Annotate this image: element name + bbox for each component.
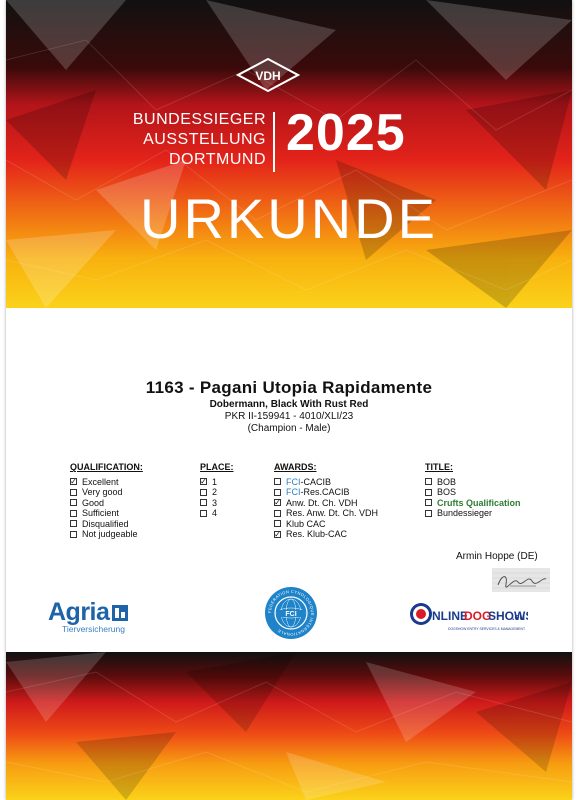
checkbox-label-text: Bundessieger — [437, 508, 493, 518]
vdh-logo-text: VDH — [255, 69, 281, 83]
event-year: 2025 — [286, 104, 406, 162]
agria-tagline: Tierversicherung — [62, 624, 125, 634]
checkbox-row — [274, 477, 378, 488]
document-title: URKUNDE — [140, 187, 438, 250]
place-section — [200, 462, 234, 519]
checkbox-row — [425, 487, 521, 498]
qualification-heading: QUALIFICATION: — [70, 462, 143, 472]
checkbox-label-text: -CACIB — [300, 476, 332, 487]
checkbox-label — [437, 508, 492, 519]
empty-box-icon — [70, 531, 77, 538]
dog-info — [6, 378, 572, 435]
empty-box-icon — [200, 499, 207, 506]
dog-class: (Champion - Male) — [247, 423, 331, 434]
checkbox-label-text: Not judgeable — [82, 529, 138, 539]
checkbox-row — [70, 529, 143, 540]
checkbox-label-text: Very good — [82, 487, 123, 497]
empty-box-icon — [274, 478, 281, 485]
checkbox-label-text: -Res.CACIB — [300, 487, 350, 497]
onlinedogshows-logo — [408, 600, 528, 641]
checkbox-label — [82, 508, 119, 519]
fci-ring-text: FEDERATION CYNOLOGIQUE INTERNATIONALE — [266, 588, 316, 638]
checkbox-row — [200, 508, 234, 519]
checkbox-row — [425, 498, 521, 509]
checkbox-row — [274, 498, 378, 509]
checked-box-icon: ✓ — [70, 477, 77, 487]
event-name — [126, 110, 266, 170]
onlinedogshows-logo-icon — [408, 600, 528, 636]
fci-logo-text: FCI — [285, 611, 297, 618]
dog-registration: PKR II-159941 - 4010/XLI/23 — [224, 411, 354, 422]
event-name-line: DORTMUND — [168, 151, 266, 168]
checkbox-label — [212, 498, 217, 509]
empty-box-icon — [274, 510, 281, 517]
checkbox-label — [437, 477, 456, 488]
checkbox-row — [274, 529, 378, 540]
checkbox-label-text: BOB — [437, 476, 457, 487]
title-list — [425, 477, 521, 519]
dog-title: 1163 - Pagani Utopia Rapidamente — [145, 378, 433, 397]
checkbox-row — [425, 477, 521, 488]
judge-name: Armin Hoppe (DE) — [456, 551, 538, 562]
empty-box-icon — [200, 510, 207, 517]
empty-box-icon — [425, 510, 432, 517]
checkbox-row — [70, 477, 143, 488]
checkbox-row — [200, 498, 234, 509]
checkbox-label-text: Klub CAC — [286, 518, 326, 529]
checked-box-icon: ✓ — [200, 477, 207, 487]
checkbox-label-text: 3 — [212, 497, 218, 508]
online-logo-word-1: NLINE — [432, 609, 468, 623]
awards-list — [274, 477, 378, 540]
checkbox-label-text: Excellent — [82, 476, 119, 487]
empty-box-icon — [70, 520, 77, 527]
agria-logo-text: Agria — [48, 598, 110, 626]
checkbox-label — [286, 508, 378, 519]
qualification-list — [70, 477, 143, 540]
checkbox-row — [70, 498, 143, 509]
empty-box-icon — [70, 499, 77, 506]
qualification-section — [70, 462, 143, 540]
empty-box-icon — [70, 510, 77, 517]
checkbox-row — [274, 519, 378, 530]
checkbox-label-text: BOS — [437, 487, 457, 497]
checked-box-icon: ✓ — [274, 529, 281, 539]
checkbox-label — [286, 477, 331, 488]
certificate-page — [6, 0, 572, 800]
online-logo-word-3: SHOW — [488, 609, 526, 623]
checkbox-row — [274, 508, 378, 519]
checkbox-label — [286, 498, 358, 509]
checkbox-row — [70, 487, 143, 498]
empty-box-icon — [200, 489, 207, 496]
dog-breed-color: Dobermann, Black With Rust Red — [209, 399, 369, 410]
checkbox-row — [200, 477, 234, 488]
event-name-line: BUNDESSIEGER — [132, 111, 266, 128]
empty-box-icon — [425, 478, 432, 485]
checkbox-row — [274, 487, 378, 498]
checkbox-label-text: 1 — [212, 476, 218, 487]
title-heading: TITLE: — [425, 462, 453, 472]
online-logo-word-2: DOG — [464, 609, 492, 623]
fci-prefix: FCI — [286, 487, 301, 497]
checkbox-row — [70, 519, 143, 530]
online-logo-tagline: DOGSHOW ENTRY SERVICES & MANAGEMENT — [448, 627, 526, 631]
checkbox-label — [82, 477, 119, 488]
vdh-logo-icon — [236, 58, 300, 92]
checkbox-label-text: Res. Klub-CAC — [286, 529, 348, 539]
checkbox-label-text: 2 — [212, 487, 218, 497]
empty-box-icon — [425, 489, 432, 496]
checkbox-row — [70, 508, 143, 519]
footer-polygon-background — [6, 652, 572, 800]
checkbox-label-text: 4 — [212, 508, 218, 518]
event-name-line: AUSSTELLUNG — [143, 131, 266, 148]
checkbox-label — [82, 529, 138, 540]
checkbox-label-text: Crufts Qualification — [437, 497, 521, 508]
awards-heading: AWARDS: — [274, 462, 317, 472]
fci-prefix: FCI — [286, 476, 301, 487]
checkbox-label — [212, 508, 217, 519]
checkbox-label — [82, 487, 123, 498]
empty-box-icon — [274, 520, 281, 527]
checkbox-label — [437, 487, 456, 498]
checkbox-label — [286, 487, 350, 498]
checkbox-label — [82, 498, 104, 509]
agria-logo — [48, 598, 128, 634]
empty-box-icon — [274, 489, 281, 496]
checkbox-label-text: Disqualified — [82, 518, 129, 529]
checkbox-row — [425, 508, 521, 519]
checkbox-label — [212, 487, 217, 498]
fci-logo-icon — [264, 586, 318, 640]
checkbox-label-text: Good — [82, 497, 105, 508]
footer-band — [6, 652, 572, 800]
judge-signature-icon — [492, 568, 550, 592]
checkbox-label — [286, 519, 326, 530]
checkbox-row — [200, 487, 234, 498]
checkbox-label — [437, 498, 521, 509]
checkbox-label-text: Sufficient — [82, 508, 119, 518]
checkbox-label — [82, 519, 129, 530]
awards-section — [274, 462, 378, 540]
checkbox-label — [286, 529, 347, 540]
checked-box-icon: ✓ — [274, 498, 281, 508]
checkbox-label — [212, 477, 217, 488]
header-divider — [273, 112, 275, 172]
agria-mark-icon — [112, 605, 128, 621]
title-section — [425, 462, 521, 519]
empty-box-icon — [70, 489, 77, 496]
empty-box-icon — [425, 499, 432, 506]
place-heading: PLACE: — [200, 462, 234, 472]
place-list — [200, 477, 234, 519]
checkbox-label-text: Anw. Dt. Ch. VDH — [286, 497, 358, 508]
checkbox-label-text: Res. Anw. Dt. Ch. VDH — [286, 508, 379, 518]
online-logo-tld: .eu — [512, 612, 526, 622]
